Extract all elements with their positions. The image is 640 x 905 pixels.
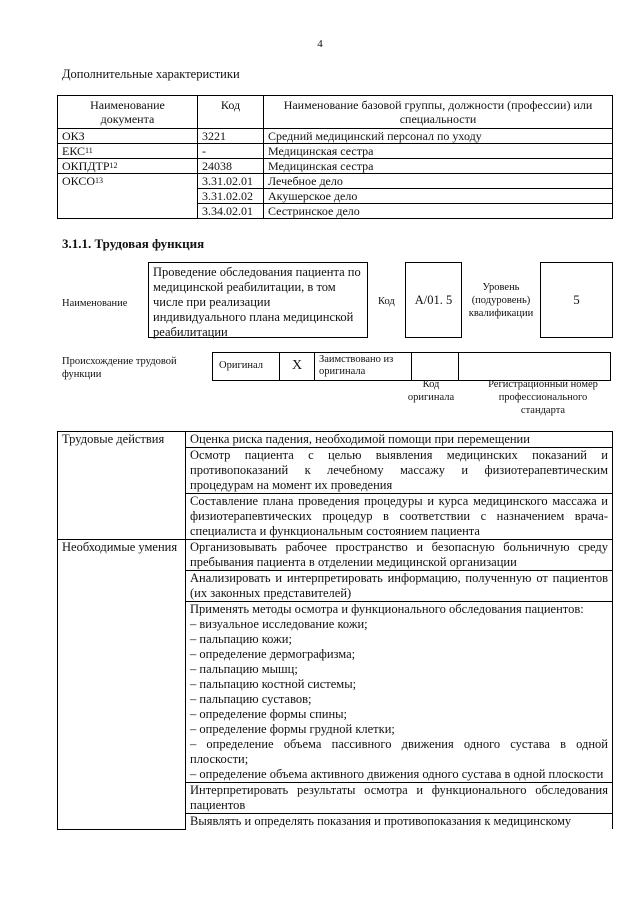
doc-name: ОКСО [62, 174, 96, 188]
code-cell: 24038 [198, 159, 264, 174]
skill-cell: Анализировать и интерпретировать информацию, полученную от пациентов (их законных представителей) [186, 571, 613, 602]
doc-cell [58, 159, 198, 174]
code-cell: 3221 [198, 129, 264, 144]
action-cell: Оценка риска падения, необходимой помощи при перемещении [186, 432, 613, 448]
original-code-caption: Код оригинала [407, 379, 455, 403]
table-header-row [58, 96, 613, 129]
labor-function-table [57, 431, 613, 830]
doc-cell [58, 144, 198, 159]
doc-name: ЕКС [62, 144, 86, 158]
header-group-name: Наименование базовой группы, должности (профессии) или специальности [264, 96, 613, 129]
table-row [58, 540, 613, 571]
header-code: Код [198, 96, 264, 129]
skill-cell: Организовывать рабочее пространство и безопасную больничную среду пребывания пациента в отделении медицинской организации [186, 540, 613, 571]
registration-number-cell [458, 352, 611, 381]
code-cell: 3.31.02.01 [198, 174, 264, 189]
table-row [58, 432, 613, 448]
additional-characteristics-heading: Дополнительные характеристики [62, 67, 240, 81]
skill-cell: Выявлять и определять показания и противопоказания к медицинскому [186, 814, 613, 830]
method-item: – пальпацию кожи; [190, 632, 292, 646]
table-row [58, 129, 613, 144]
function-code-box: А/01. 5 [405, 262, 462, 338]
action-cell: Составление плана проведения процедуры и курса медицинского массажа и физиотерапевтических процедур в соответствии с назначением врача-специалиста и функциональным состоянием пациента [186, 494, 613, 540]
borrowed-cell: Заимствовано из оригинала [314, 352, 412, 381]
method-item: – определение формы грудной клетки; [190, 722, 395, 736]
code-cell: 3.34.02.01 [198, 204, 264, 219]
code-label: Код [378, 296, 395, 307]
methods-intro: Применять методы осмотра и функционального обследования пациентов: [190, 602, 584, 616]
method-item: – определение дермографизма; [190, 647, 356, 661]
header-document: Наименование документа [58, 96, 198, 129]
level-label: Уровень (подуровень) квалификации [468, 282, 534, 319]
doc-cell [58, 174, 198, 219]
footnote-ref: 13 [95, 176, 104, 185]
original-cell: Оригинал [212, 352, 280, 381]
method-item: – пальпацию суставов; [190, 692, 312, 706]
method-item: – пальпацию костной системы; [190, 677, 357, 691]
labor-function-title: 3.1.1. Трудовая функция [62, 236, 205, 251]
registration-number-caption: Регистрационный номер профессионального стандарта [488, 379, 598, 416]
additional-characteristics-table [57, 95, 613, 219]
name-cell: Акушерское дело [264, 189, 613, 204]
method-item: – пальпацию мышц; [190, 662, 298, 676]
method-item: – определение объема пассивного движения одного сустава в одной плоскости; [190, 737, 608, 766]
origin-row [213, 352, 614, 381]
action-cell: Осмотр пациента с целью выявления медицинских показаний и противопоказаний к лечебному массажу и физиотерапевтическим процедурам на момент их проведения [186, 448, 613, 494]
footnote-ref: 11 [85, 146, 93, 155]
name-cell: Лечебное дело [264, 174, 613, 189]
page-number: 4 [317, 38, 323, 50]
method-item: – определение формы спины; [190, 707, 348, 721]
original-code-cell [411, 352, 459, 381]
level-value-box: 5 [540, 262, 613, 338]
method-item: – визуальное исследование кожи; [190, 617, 368, 631]
original-mark-cell: X [279, 352, 315, 381]
doc-name: ОКПДТР [62, 159, 110, 173]
table-row [58, 159, 613, 174]
actions-label: Трудовые действия [58, 432, 186, 540]
skill-cell: Интерпретировать результаты осмотра и функционального обследования пациентов [186, 783, 613, 814]
name-cell: Средний медицинский персонал по уходу [264, 129, 613, 144]
origin-label: Происхождение трудовой функции [62, 356, 177, 380]
footnote-ref: 12 [109, 161, 118, 170]
name-label: Наименование [62, 298, 128, 309]
methods-cell [186, 602, 613, 783]
name-cell: Медицинская сестра [264, 159, 613, 174]
skills-label: Необходимые умения [58, 540, 186, 830]
code-cell: 3.31.02.02 [198, 189, 264, 204]
function-name-box: Проведение обследования пациента по медицинской реабилитации, в том числе при реализации индивидуального плана медицинской реабилитации [148, 262, 368, 338]
code-cell: - [198, 144, 264, 159]
name-cell: Сестринское дело [264, 204, 613, 219]
table-row [58, 174, 613, 189]
doc-cell [58, 129, 198, 144]
method-item: – определение объема активного движения одного сустава в одной плоскости [190, 767, 604, 781]
name-cell: Медицинская сестра [264, 144, 613, 159]
doc-name: ОКЗ [62, 129, 85, 143]
table-row [58, 144, 613, 159]
